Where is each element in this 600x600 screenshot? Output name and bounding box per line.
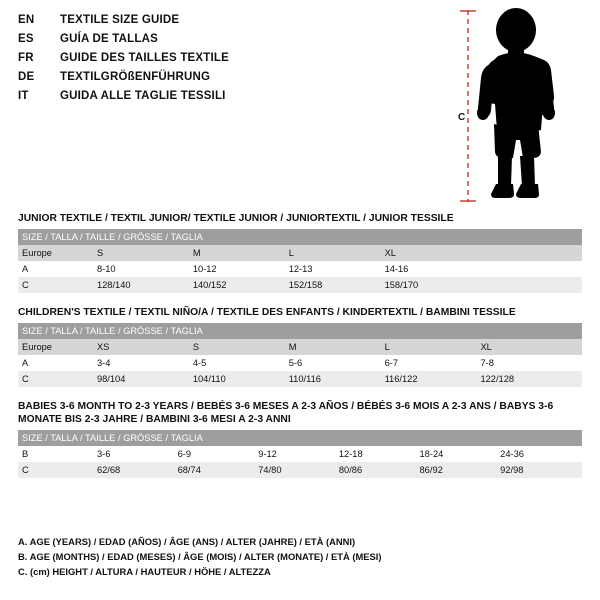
cell: 8-10 bbox=[96, 264, 116, 274]
cell: 3-4 bbox=[96, 358, 111, 368]
language-code-en: EN bbox=[18, 14, 35, 26]
header-title-es: GUÍA DE TALLAS bbox=[60, 33, 158, 45]
row-label: A bbox=[22, 264, 29, 274]
header-title-de: TEXTILGRÖßENFÜHRUNG bbox=[60, 71, 211, 83]
row-label: C bbox=[18, 277, 97, 293]
language-code-de: DE bbox=[18, 71, 35, 83]
col-header: XS bbox=[97, 339, 193, 355]
header-row-de bbox=[18, 71, 438, 90]
subheader-babies: SIZE / TALLA / TAILLE / GRÖSSE / TAGLIA bbox=[18, 430, 582, 446]
row-label: C bbox=[18, 462, 97, 478]
language-code-it: IT bbox=[18, 90, 29, 102]
header-row-it bbox=[18, 90, 438, 109]
table-row bbox=[18, 229, 582, 245]
col-header: L bbox=[385, 339, 481, 355]
table-row bbox=[18, 355, 582, 371]
cell: 122/128 bbox=[480, 371, 582, 387]
header-row-en bbox=[18, 14, 438, 33]
col-header: L bbox=[289, 245, 385, 261]
table-row bbox=[18, 430, 582, 446]
cell: 86/92 bbox=[420, 462, 501, 478]
header-title-fr: GUIDE DES TAILLES TEXTILE bbox=[60, 52, 229, 64]
cell: 140/152 bbox=[193, 277, 289, 293]
subheader-children: SIZE / TALLA / TAILLE / GRÖSSE / TAGLIA bbox=[18, 323, 582, 339]
legend-line-b: B. AGE (MONTHS) / EDAD (MESES) / ÂGE (MOIS) / ALTER (MONATE) / ETÀ (MESI) bbox=[18, 551, 382, 562]
cell: 12-18 bbox=[338, 449, 363, 459]
cell: 6-9 bbox=[177, 449, 192, 459]
cell: 18-24 bbox=[419, 449, 444, 459]
legend-block bbox=[18, 534, 582, 579]
header-row-es bbox=[18, 33, 438, 52]
cell: 6-7 bbox=[384, 358, 399, 368]
col-header: XL bbox=[480, 339, 582, 355]
table-row bbox=[18, 339, 582, 355]
col-header: M bbox=[193, 245, 289, 261]
cell: 24-36 bbox=[500, 449, 524, 459]
row-label: A bbox=[22, 358, 29, 368]
language-code-es: ES bbox=[18, 33, 34, 45]
section-title-babies: BABIES 3-6 MONTH TO 2-3 YEARS / BEBÉS 3-6 MESES A 2-3 AÑOS / BÉBÉS 3-6 MOIS A 2-3 ANS / BABYS 3-6 MONATE BIS 2-3 JAHRE / BAMBINI 3-6 MESI A 2-3 ANNI bbox=[18, 401, 554, 425]
header-row-fr bbox=[18, 52, 438, 71]
cell: 9-12 bbox=[258, 449, 277, 459]
col-header: Europe bbox=[18, 339, 97, 355]
cell: 116/122 bbox=[385, 371, 481, 387]
cell: 128/140 bbox=[97, 277, 193, 293]
cell: 68/74 bbox=[178, 462, 259, 478]
cell: 80/86 bbox=[339, 462, 420, 478]
subheader-junior: SIZE / TALLA / TAILLE / GRÖSSE / TAGLIA bbox=[18, 229, 582, 245]
legend-line-a: A. AGE (YEARS) / EDAD (AÑOS) / ÂGE (ANS) / ALTER (JAHRE) / ETÀ (ANNI) bbox=[18, 536, 356, 547]
cell: 12-13 bbox=[288, 264, 313, 274]
col-header: Europe bbox=[18, 245, 97, 261]
table-row bbox=[18, 446, 582, 462]
table-row bbox=[18, 371, 582, 387]
header-title-it: GUIDA ALLE TAGLIE TESSILI bbox=[60, 90, 226, 102]
cell: 10-12 bbox=[192, 264, 217, 274]
table-row bbox=[18, 277, 582, 293]
cell: 110/116 bbox=[289, 371, 385, 387]
silhouette-icon bbox=[440, 6, 590, 206]
cell: 152/158 bbox=[289, 277, 385, 293]
cell: 98/104 bbox=[97, 371, 193, 387]
table-junior bbox=[18, 229, 582, 293]
row-label: B bbox=[22, 449, 29, 459]
cell: 5-6 bbox=[288, 358, 303, 368]
table-children bbox=[18, 323, 582, 387]
col-header: XL bbox=[385, 245, 481, 261]
cell: 92/98 bbox=[500, 462, 582, 478]
cell: 7-8 bbox=[480, 358, 494, 368]
size-tables bbox=[18, 212, 582, 491]
table-row bbox=[18, 462, 582, 478]
cell: 3-6 bbox=[96, 449, 111, 459]
table-row bbox=[18, 261, 582, 277]
toddler-silhouette-figure bbox=[440, 6, 590, 206]
cell: 74/80 bbox=[258, 462, 339, 478]
cell: 62/68 bbox=[97, 462, 178, 478]
section-title-children: CHILDREN'S TEXTILE / TEXTIL NIÑO/A / TEXTILE DES ENFANTS / KINDERTEXTIL / BAMBINI TESSILE bbox=[18, 307, 516, 318]
cell: 104/110 bbox=[193, 371, 289, 387]
row-label: C bbox=[18, 371, 97, 387]
col-header: M bbox=[289, 339, 385, 355]
header-language-list bbox=[18, 14, 438, 109]
language-code-fr: FR bbox=[18, 52, 34, 64]
section-title-junior: JUNIOR TEXTILE / TEXTIL JUNIOR/ TEXTILE JUNIOR / JUNIORTEXTIL / JUNIOR TESSILE bbox=[18, 213, 454, 224]
cell: 158/170 bbox=[385, 277, 481, 293]
col-header: S bbox=[193, 339, 289, 355]
table-babies bbox=[18, 430, 582, 478]
header-title-en: TEXTILE SIZE GUIDE bbox=[60, 14, 180, 26]
child-body-shape bbox=[477, 8, 555, 198]
measure-label-c: C bbox=[458, 112, 466, 123]
cell: 4-5 bbox=[192, 358, 207, 368]
col-header: S bbox=[97, 245, 193, 261]
cell: 14-16 bbox=[384, 264, 409, 274]
legend-line-c: C. (cm) HEIGHT / ALTURA / HAUTEUR / HÖHE / ALTEZZA bbox=[18, 566, 271, 577]
table-row bbox=[18, 323, 582, 339]
table-row bbox=[18, 245, 582, 261]
